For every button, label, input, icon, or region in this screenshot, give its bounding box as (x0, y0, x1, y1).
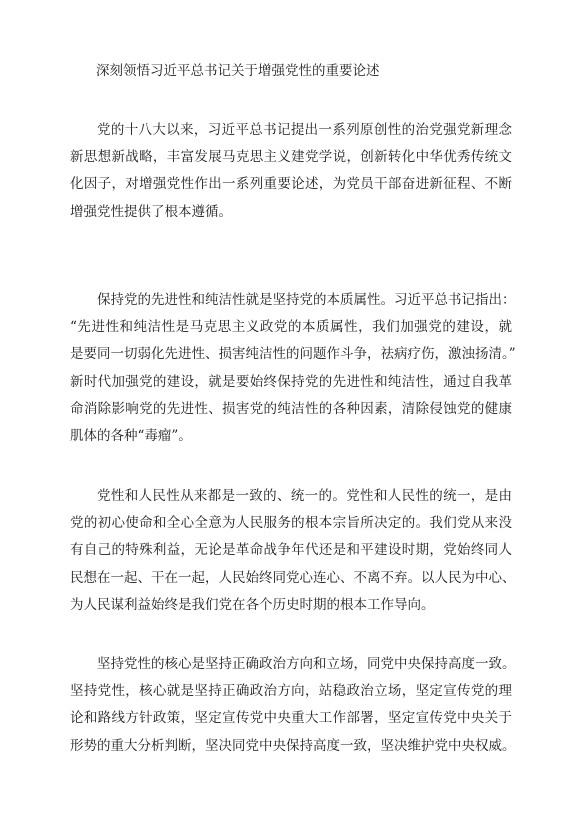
paragraph-1 (70, 117, 512, 226)
paragraph-line: 肌体的各种“毒瘤”。 (70, 427, 192, 444)
paragraph-line: 保持党的先进性和纯洁性就是坚持党的本质属性。习近平总书记指出： (97, 292, 516, 308)
paragraph-line: 党性和人民性从来都是一致的、统一的。党性和人民性的统一，是由 (97, 488, 512, 504)
paragraph-line: “先进性和纯洁性是马克思主义政党的本质属性，我们加强党的建设，就 (70, 319, 512, 336)
paragraph-line: 化因子，对增强党性作出一系列重要论述，为党员干部奋进新征程、不断 (70, 176, 512, 193)
paragraph-line: 新时代加强党的建设，就是要始终保持党的先进性和纯洁性，通过自我革 (70, 373, 512, 390)
paragraph-line: 是要同一切弱化先进性、损害纯洁性的问题作斗争，祛病疗伤，激浊扬清。” (70, 346, 516, 363)
paragraph-2 (70, 287, 516, 450)
paragraph-line: 形势的重大分析判断，坚决同党中央保持高度一致，坚决维护党中央权威。 (70, 737, 516, 754)
paragraph-line: 坚持党性，核心就是坚持正确政治方向，站稳政治立场，坚定宣传党的理 (70, 683, 512, 700)
paragraph-line: 论和路线方针政策，坚定宣传党中央重大工作部署，坚定宣传党中央关于 (70, 710, 512, 727)
paragraph-line: 有自己的特殊利益，无论是革命战争年代还是和平建设时期，党始终同人 (70, 542, 512, 559)
paragraph-line: 新思想新战略，丰富发展马克思主义建党学说，创新转化中华优秀传统文 (70, 149, 512, 166)
paragraph-line: 党的十八大以来，习近平总书记提出一系列原创性的治党强党新理念 (97, 122, 512, 138)
paragraph-4 (70, 651, 516, 760)
paragraph-line: 党的初心使命和全心全意为人民服务的根本宗旨所决定的。我们党从来没 (70, 515, 512, 532)
paragraph-line: 为人民谋利益始终是我们党在各个历史时期的根本工作导向。 (70, 596, 435, 613)
paragraph-line: 坚持党性的核心是坚持正确政治方向和立场，同党中央保持高度一致。 (97, 656, 516, 672)
paragraph-line: 命消除影响党的先进性、损害党的纯洁性的各种因素，清除侵蚀党的健康 (70, 400, 512, 417)
paragraph-line: 民想在一起、干在一起，人民始终同党心连心、不离不弃。以人民为中心、 (70, 569, 516, 586)
paragraph-3 (70, 483, 516, 619)
paragraph-line: 增强党性提供了根本遵循。 (70, 203, 232, 220)
article-title: 深刻领悟习近平总书记关于增强党性的重要论述 (96, 63, 380, 79)
